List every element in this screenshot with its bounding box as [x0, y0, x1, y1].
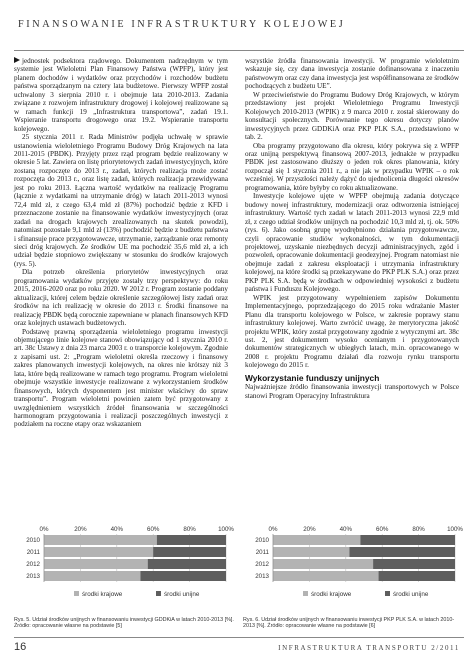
- bar-segment: [140, 571, 226, 581]
- legend-label: środki unijne: [164, 591, 200, 598]
- legend-label: środki krajowe: [82, 591, 123, 598]
- bar-segment: [360, 535, 455, 545]
- bar-segment: [148, 559, 226, 569]
- x-tick-label: 40%: [110, 526, 123, 533]
- figure-caption: Rys. 6. Udział środków unijnych w finansowaniu inwestycji PKP PLK S.A. w latach 2010-2013 [%]. Źródło: opracowanie własne na podstawie [6]: [243, 617, 455, 630]
- bar-segment: [273, 571, 379, 581]
- paragraph: Podstawę prawną sporządzenia wieloletniego programu inwestycji objemującego linie kolejowe stanowi obowiązujący od 1 stycznia 2010 r. art. 38c Ustawy z dnia 23 marca 2003 r. o transporcie kolejowym. Zgodnie z zapisami ust. 2: „Program wieloletni określa rzeczowy i finansowy zakres planowanych inwestycji kolejowych, na okres nie krótszy niż 3 lata, które będą realizowane w ramach tego programu. Program wieloletni obejmuje wszystkie inwestycje realizowane z wykorzystaniem środków finansowych, których dysponentem jest minister właściwy do spraw transportu”. Program wieloletni powinien zatem być przygotowany z uwzględnieniem wszystkich źródeł finansowania w szczególności harmonogram przygotowania i realizacji poszczególnych inwestycji z podziałem na roczne etapy oraz wskazaniem: [14, 327, 228, 429]
- paragraph: wszystkie źródła finansowania inwestycji. W programie wieloletnim wskazuje się, czy dana inwestycja zostanie dofinansowana z inaczeniu państwowym oraz czy dana inwestycja jest współfinansowana ze środków pochodzących z budżetu UE”.: [245, 57, 459, 91]
- right-column: [245, 57, 459, 400]
- chart-svg: [243, 524, 463, 616]
- footer-rule: [14, 637, 464, 638]
- x-tick-label: 20%: [303, 526, 316, 533]
- y-tick-label: 2013: [255, 573, 269, 581]
- paragraph: Najważniejsze źródło finansowania inwestycji transportowych w Polsce stanowi Program Operacyjny Infrastruktura: [245, 383, 459, 400]
- x-tick-label: 0%: [268, 526, 278, 533]
- x-tick-label: 40%: [339, 526, 352, 533]
- x-tick-label: 100%: [447, 526, 463, 533]
- bar-segment: [44, 571, 140, 581]
- x-tick-label: 60%: [376, 526, 389, 533]
- paragraph: W przeciwieństwie do Programu Budowy Dróg Krajowych, w którym przedstawiony jest projekt Wieloletniego Programu Inwestycji Kolejowych 2010-2013 (WPIK) z 9 marca 2010 r. został skierowany do konsultacji społecznych. Porównanie tego okresu dotyczy planów inwestycyjnych przez GDDKiA oraz PKP PLK S.A., przedstawiono w tab. 2.: [245, 90, 459, 142]
- legend-swatch: [156, 591, 161, 596]
- continuation-arrow-icon: [14, 57, 20, 63]
- chart-svg: [14, 524, 234, 616]
- x-tick-label: 20%: [74, 526, 87, 533]
- bar-segment: [44, 547, 153, 557]
- paragraph: 25 stycznia 2011 r. Rada Ministrów podjęła uchwałę w sprawie ustanowienia wieloletniego Programu Budowy Dróg Krajowych na lata 2011-2015 (PBDK). Przyjęty przez rząd program będzie realizowany w okresie 5 lat. Zawiera on listę priorytetowych zadań inwestycyjnych, które zostaną rozpoczęte do 2013 r., zadań, których realizacja może zostać rozpoczęta do 2013 r., oraz listę zadań, których realizacja przewidywana jest po roku 2013. Łączna wartość wydatków na realizację Programu (łącznie z wydatkami na utrzymanie dróg) w latach 2011-2013 wynosi 72,4 mld zł, z czego 63,4 mld zł (87%) pochodzić będzie z KFD i przeznaczone zostanie na finansowanie wydatków inwestycyjnych (oraz zadań na drogach krajowych zrealizowanych na skutek powodzi), natomiast pozostałe 9,1 mld zł (13%) pochodzić będzie z budżetu państwa i sfinansuje prace przygotowawcze, utrzymanie, zarządzanie oraz remonty sieci dróg krajowych. Ze środków UE ma pochodzić 35,6 mld zł, a ich udział będzie stopniowo zwiększany w stosunku do środków krajowych (rys. 5).: [14, 133, 228, 268]
- legend-label: środki unijne: [393, 591, 429, 598]
- bar-segment: [373, 559, 455, 569]
- x-tick-label: 60%: [147, 526, 160, 533]
- bar-segment: [273, 559, 373, 569]
- figure-caption: Rys. 5. Udział środków unijnych w finansowaniu inwestycji GDDKiA w latach 2010-2013 [%]. Źródło: opracowanie własne na podstawie [5]: [14, 617, 234, 630]
- y-tick-label: 2012: [255, 561, 269, 569]
- paragraph: WPIK jest przygotowany wypełnieniem zapisów Dokumentu Implementacyjnego, poprzedzającego do 2015 roku wdrażanie Master Planu dla transportu kolejowego w Polsce, w zakresie poprawy stanu infrastruktury kolejowej. Warto zwrócić uwagę, że merytoryczna jakość projektu WPIK, który został przygotowany zgodnie z wytycznymi art. 38c ust. 2, jest dokumentem wysoko ocenianym i przygotowanych dokumentów strategicznych w ubiegłych latach, m.in. opracowanego w 2008 r. projektu Programu działań dla rozwoju rynku transportu kolejowego do 2015 r.: [245, 293, 459, 370]
- y-tick-label: 2011: [255, 549, 269, 557]
- paragraph: Oba programy przygotowano dla okresu, który pokrywa się z WPFP oraz unijną perspektywą finansową 2007-2013, jednakże w przypadku PBDK jest zastosowano dłuższy o jeden rok okres planowania, który rozpoczął się 1 stycznia 2011 r., a nie jak w przypadku WPIK – o rok wcześniej. W przyszłości należy dążyć do ujednolicenia długości okresów programowania, które byłyby co roku aktualizowane.: [245, 141, 459, 192]
- left-column: [14, 57, 228, 429]
- bar-segment: [379, 571, 455, 581]
- legend-label: środki krajowe: [311, 591, 352, 598]
- running-title: FINANSOWANIE INFRASTRUKTURY KOLEJOWEJ: [18, 19, 346, 30]
- y-tick-label: 2010: [26, 537, 40, 545]
- y-tick-label: 2011: [26, 549, 40, 557]
- page-number: 16: [14, 641, 27, 653]
- legend-swatch: [74, 591, 79, 596]
- paragraph: Dla potrzeb określenia priorytetów inwestycyjnych oraz programowania wydatków przyjęte zostały trzy perspektywy: do roku 2015, 2016-2020 oraz po roku 2020. W 2012 r. Program zostanie poddany aktualizacji, której celem będzie określenie szczegółowej listy zadań oraz środków na ich realizację w okresie do 2013 r. Środki finansowe na realizację PBDK będą corocznie zapewniane w planach finansowych KFD oraz kolejnych ustawach budżetowych.: [14, 268, 228, 328]
- bar-segment: [44, 535, 157, 545]
- bar-segment: [153, 547, 226, 557]
- bar-segment: [157, 535, 226, 545]
- x-tick-label: 80%: [183, 526, 196, 533]
- paragraph: Inwestycje kolejowe ujęte w WPFP obejmują zadania dotyczące budowy nowej infrastruktury, modernizacji oraz odtworzenia istniejącej infrastruktury. Wartość tych zadań w latach 2011-2013 wynosi 22,9 mld zł, z czego udział środków unijnych na pochodzić 10,3 mld zł, tj. ok. 50% (rys. 6). Jako osobną grupę wyodrębniono działania przygotowawcze, czyli opracowanie studiów wykonalności, w tym dokumentacji projektowej, uzyskanie niezbędnych decyzji administracyjnych, zgód i pozwoleń, opracowanie dokumentacji geodezyjnej. Program natomiast nie obejmuje zadań z zakresu eksploatacji i utrzymania infrastruktury kolejowej, na które środki są przekazywane do PKP PLK S.A.) oraz przez PKP PLK S.A. będą w środkach w odpowiedniej wysokości z budżetu państwa i Funduszu Kolejowego.: [245, 192, 459, 294]
- bar-segment: [44, 559, 148, 569]
- x-tick-label: 100%: [218, 526, 234, 533]
- x-tick-label: 80%: [412, 526, 425, 533]
- bar-segment: [349, 547, 455, 557]
- y-tick-label: 2013: [26, 573, 40, 581]
- bar-segment: [273, 547, 349, 557]
- x-tick-label: 0%: [39, 526, 49, 533]
- journal-footer: INFRASTRUKTURA TRANSPORTU 2/2011: [278, 644, 460, 652]
- page-header: [14, 16, 464, 51]
- legend-swatch: [385, 591, 390, 596]
- y-tick-label: 2010: [255, 537, 269, 545]
- section-heading: Wykorzystanie funduszy unijnych: [245, 372, 380, 383]
- bar-segment: [273, 535, 360, 545]
- paragraph: jednostek podsektora rządowego. Dokumentem nadrzędnym w tym systemie jest Wieloletni Plan Finansowy Państwa (WPFP), który jest planem dochodów i wydatków oraz przychodów i rozchodów budżetu państwa sporządzanym na cztery lata budżetowe. Pierwszy WPFP został uchwalony 3 sierpnia 2010 r. i obejmuje lata 2010-2013. Zadania związane z rozwojem infrastruktury drogowej i kolejowej realizowane są w ramach funkcji 19 „Infrastruktura transportowa”, zadań 19.1. Wspieranie transportu drogowego oraz 19.2. Wspieranie transportu kolejowego.: [14, 57, 228, 133]
- legend-swatch: [303, 591, 308, 596]
- y-tick-label: 2012: [26, 561, 40, 569]
